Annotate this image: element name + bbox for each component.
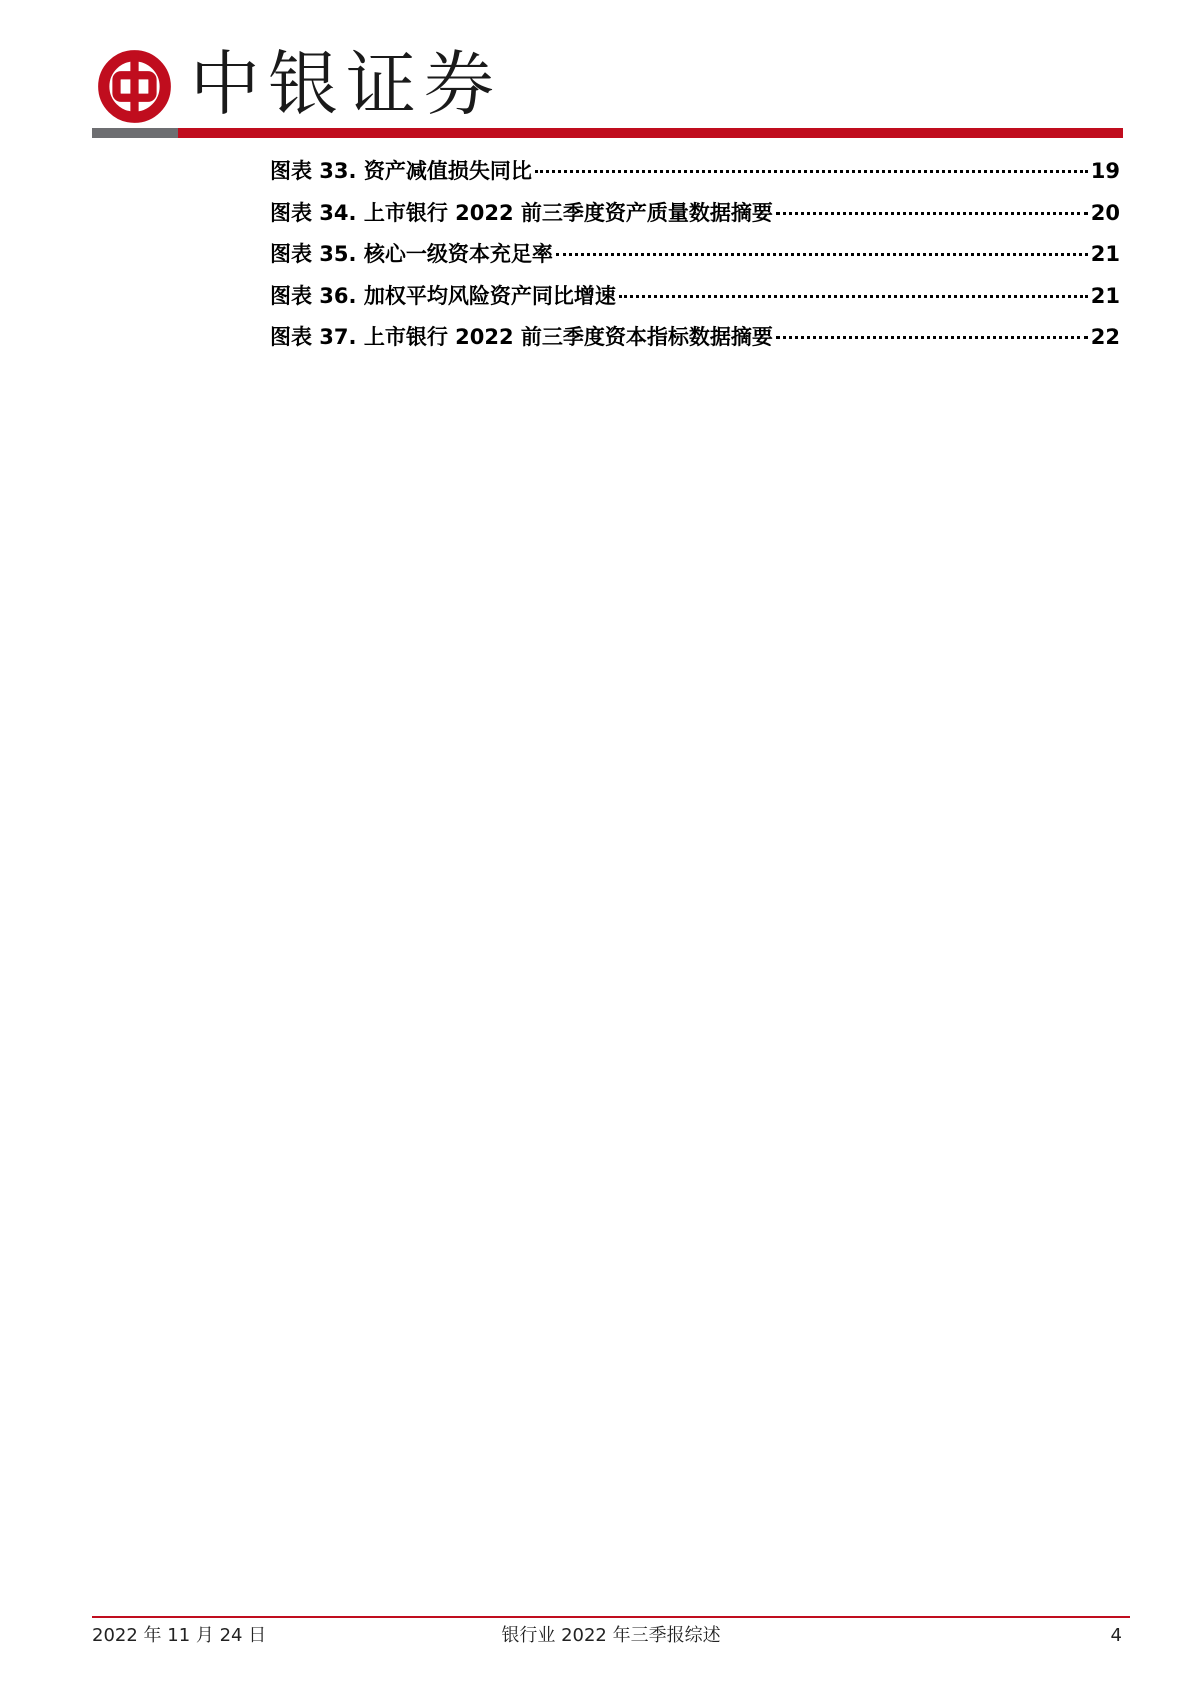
header-rule-gray [92,128,178,138]
toc-dot-leader [556,253,1088,256]
footer-report-title: 银行业 2022 年三季报综述 [501,1625,721,1646]
toc-dot-leader [535,170,1088,173]
toc-entry[interactable] [270,276,1120,318]
toc-entry-title: 图表 35. 核心一级资本充足率 [270,242,553,266]
toc-entry[interactable] [270,193,1120,235]
toc-entry-title: 图表 33. 资产减值损失同比 [270,159,532,183]
toc-entry-page: 20 [1090,200,1120,225]
toc-entry[interactable] [270,317,1120,359]
toc-entry[interactable] [270,234,1120,276]
table-of-figures [270,151,1120,359]
toc-entry-title: 图表 37. 上市银行 2022 前三季度资本指标数据摘要 [270,325,773,349]
toc-entry[interactable] [270,151,1120,193]
toc-entry-title: 图表 34. 上市银行 2022 前三季度资产质量数据摘要 [270,200,773,225]
header-rule-red [178,128,1123,138]
page-footer [92,1621,1130,1651]
footer-rule [92,1616,1130,1618]
brand-name: 中银证券 [190,43,502,125]
toc-entry-title: 图表 36. 加权平均风险资产同比增速 [270,283,616,308]
toc-entry-page: 22 [1090,325,1120,349]
toc-dot-leader [619,295,1088,298]
toc-dot-leader [776,212,1088,215]
footer-date: 2022 年 11 月 24 日 [92,1625,267,1646]
toc-entry-page: 21 [1090,242,1120,266]
toc-dot-leader [776,336,1088,339]
toc-entry-page: 21 [1090,283,1120,308]
page-header [0,0,1190,140]
bank-of-china-emblem-icon [97,49,172,124]
toc-entry-page: 19 [1090,159,1120,183]
footer-page-number: 4 [1110,1625,1122,1646]
